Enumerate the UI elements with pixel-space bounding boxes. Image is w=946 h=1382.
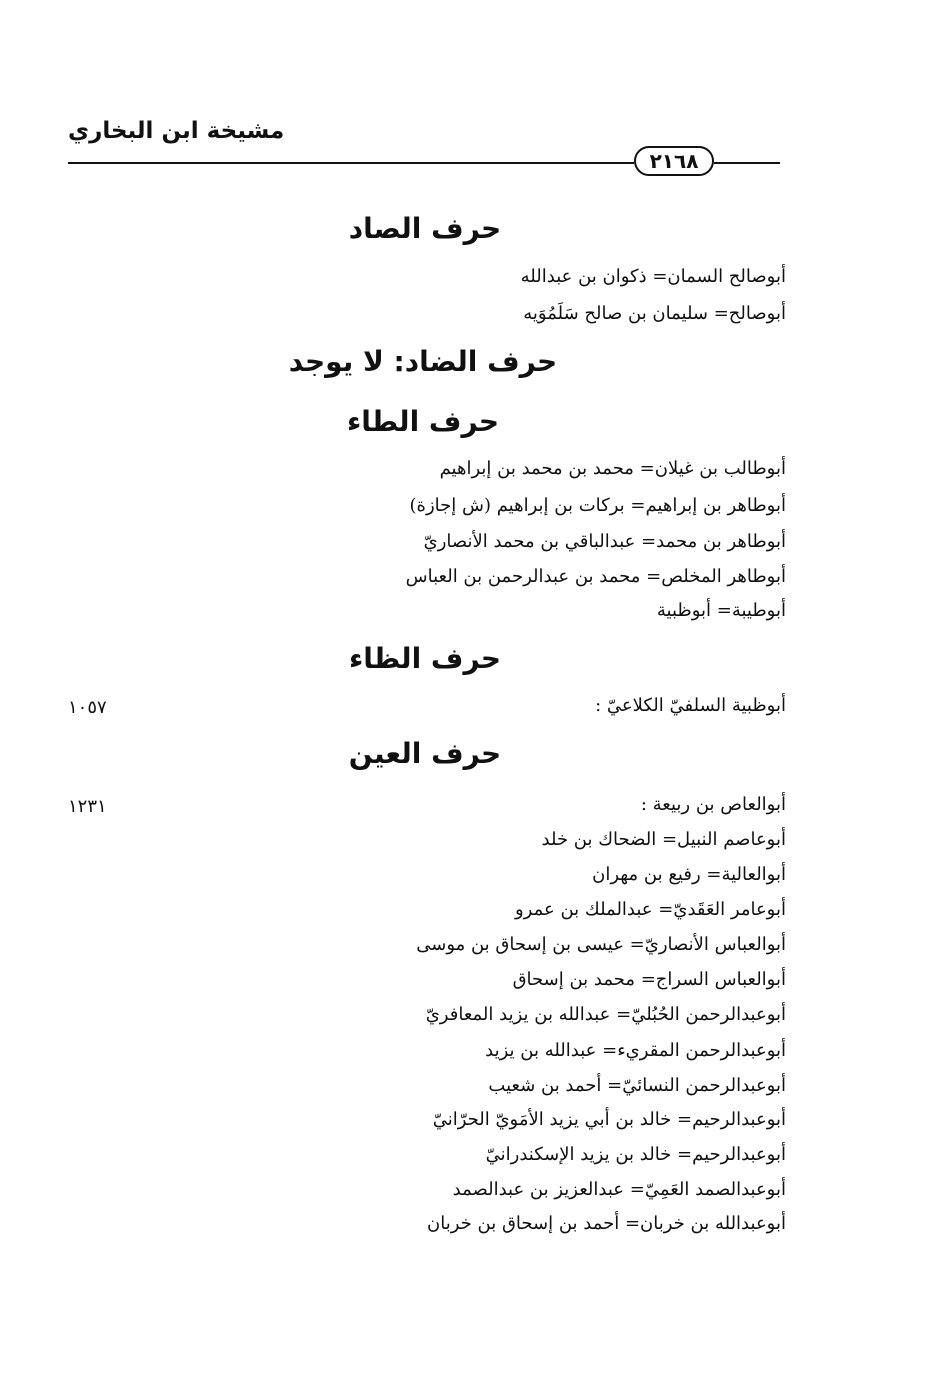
entry-line: أبوصالح السمان= ذكوان بن عبدالله (520, 266, 786, 287)
entry-line: أبوطاهر بن إبراهيم= بركات بن إبراهيم (ش إجازة) (409, 495, 786, 516)
entry-line: أبوطاهر بن محمد= عبدالباقي بن محمد الأنصاريّ (423, 531, 786, 552)
entry-line: أبوطيبة= أبوظبية (656, 600, 786, 621)
entry-line: أبوصالح= سليمان بن صالح سَلَمُوَيه (523, 303, 786, 324)
page-number-badge: ٢١٦٨ (634, 146, 714, 176)
entry-line: أبوعبدالرحمن الحُبُليّ= عبدالله بن يزيد المعافريّ (425, 1004, 786, 1025)
entry-line: أبوعبدالصمد العَمِيّ= عبدالعزيز بن عبدالصمد (452, 1179, 786, 1200)
header-rule-left (68, 162, 634, 164)
section-heading-ain: حرف العين (348, 737, 502, 770)
header-rule-right (714, 162, 780, 164)
entry-line: أبوطالب بن غيلان= محمد بن محمد بن إبراهيم (439, 458, 786, 479)
page-reference: ١٢٣١ (68, 796, 107, 817)
entry-line: أبوطاهر المخلص= محمد بن عبدالرحمن بن العباس (405, 566, 786, 587)
entry-line: أبوعبدالرحمن المقريء= عبدالله بن يزيد (485, 1040, 786, 1061)
entry-line: أبوعبدالرحيم= خالد بن يزيد الإسكندرانيّ (485, 1144, 786, 1165)
entry-line: أبوالعباس السراج= محمد بن إسحاق (512, 969, 786, 990)
page-reference: ١٠٥٧ (68, 697, 107, 718)
entry-line: أبوالعباس الأنصاريّ= عيسى بن إسحاق بن موسى (416, 934, 786, 955)
entry-line: أبوعامر العَقَديّ= عبدالملك بن عمرو (514, 899, 786, 920)
section-heading-sad: حرف الصاد (348, 212, 502, 245)
section-heading-dad: حرف الضاد: لا يوجد (288, 345, 558, 378)
entry-line: أبوعبدالرحمن النسائيّ= أحمد بن شعيب (488, 1075, 786, 1096)
entry-line: أبوعاصم النبيل= الضحاك بن خلد (541, 829, 786, 850)
entry-line: أبوالعالية= رفيع بن مهران (592, 864, 786, 885)
entry-line: أبوظبية السلفيّ الكلاعيّ : (595, 695, 786, 716)
entry-line: أبوالعاص بن ربيعة : (640, 794, 786, 815)
entry-line: أبوعبدالله بن خربان= أحمد بن إسحاق بن خربان (427, 1213, 786, 1234)
entry-line: أبوعبدالرحيم= خالد بن أبي يزيد الأمَويّ الحرّانيّ (432, 1109, 786, 1130)
running-title: مشيخة ابن البخاري (68, 118, 285, 144)
section-heading-dha: حرف الظاء (348, 642, 502, 675)
section-heading-ta: حرف الطاء (346, 405, 500, 438)
